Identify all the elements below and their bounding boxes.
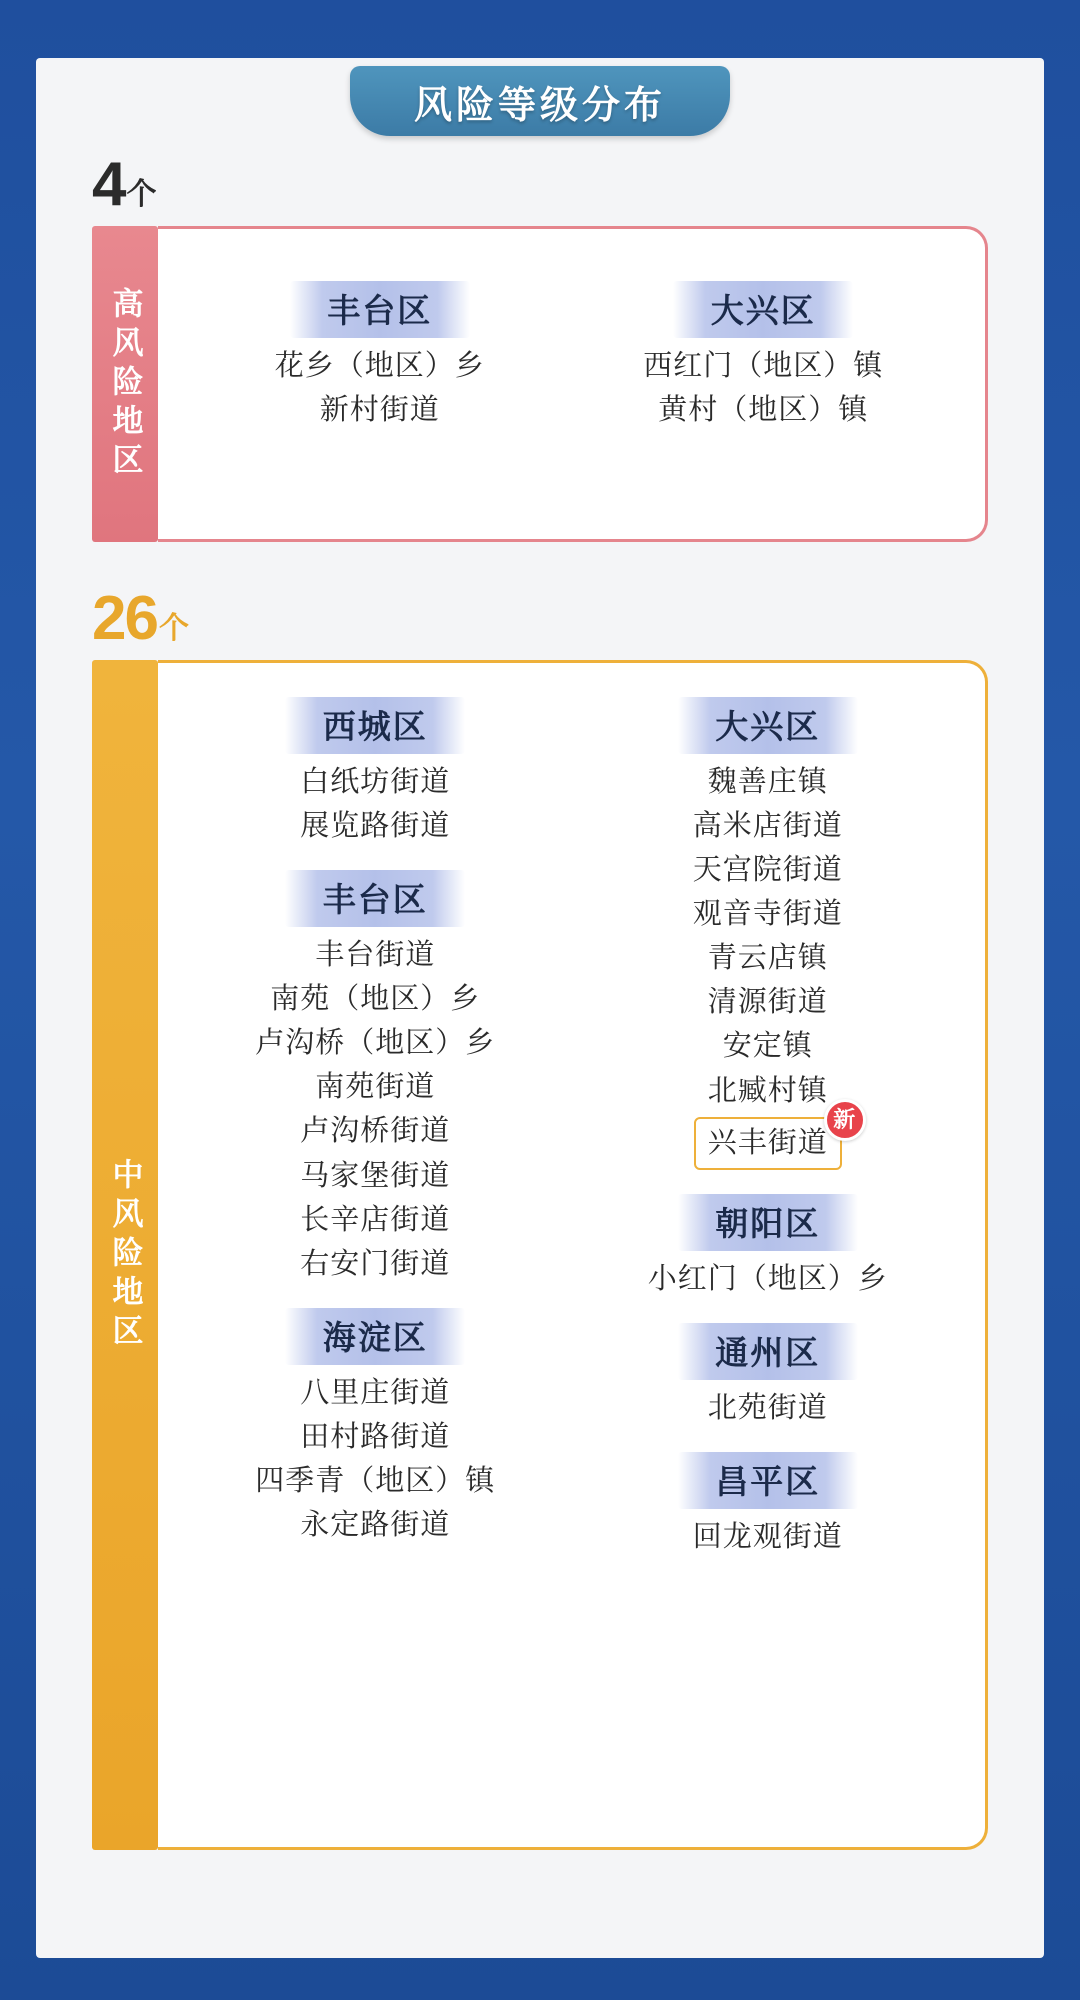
street-item: 回龙观街道 [692, 1520, 843, 1553]
street-item: 丰台街道 [315, 939, 436, 972]
district-title: 大兴区 [673, 281, 853, 338]
district-title: 西城区 [285, 697, 465, 754]
high-risk-count-number: 4 [92, 150, 125, 219]
district-title: 大兴区 [678, 697, 858, 754]
high-risk-body [158, 226, 988, 542]
street-item: 田村路街道 [300, 1420, 451, 1453]
poster-card [36, 58, 1044, 1958]
title-banner [350, 66, 730, 136]
street-item: 北苑街道 [707, 1391, 828, 1424]
street-item: 南苑（地区）乡 [270, 983, 481, 1016]
street-item: 青云店镇 [707, 942, 828, 975]
street-item: 天宫院街道 [692, 854, 843, 887]
mid-risk-column-2 [575, 697, 962, 1581]
street-item: 四季青（地区）镇 [255, 1464, 496, 1497]
new-badge: 新 [824, 1099, 866, 1141]
mid-risk-section [36, 584, 1044, 1918]
street-item: 马家堡街道 [300, 1159, 451, 1192]
mid-risk-count-number: 26 [92, 584, 157, 653]
mid-risk-count-unit: 个 [158, 612, 189, 645]
street-item: 白纸坊街道 [300, 766, 451, 798]
district-group [182, 697, 569, 848]
district-title: 丰台区 [290, 281, 470, 338]
street-item: 南苑街道 [315, 1071, 436, 1104]
district-group [182, 870, 569, 1286]
mid-risk-body [158, 660, 988, 1850]
street-item: 观音寺街道 [692, 898, 843, 931]
new-street-wrapper [575, 1106, 962, 1172]
street-item: 清源街道 [707, 986, 828, 1019]
high-risk-column-1 [188, 281, 572, 454]
mid-risk-column-1 [182, 697, 575, 1581]
high-risk-section [36, 150, 1044, 584]
street-item: 右安门街道 [300, 1247, 451, 1280]
district-title: 丰台区 [285, 870, 465, 927]
district-group [575, 697, 962, 1172]
high-risk-count-unit: 个 [126, 178, 157, 211]
street-item: 小红门（地区）乡 [647, 1262, 888, 1295]
street-item: 新村街道 [319, 394, 440, 427]
street-item: 西红门（地区）镇 [643, 350, 884, 382]
high-risk-count [92, 150, 157, 219]
street-item: 黄村（地区）镇 [658, 394, 869, 427]
street-item: 八里庄街道 [300, 1376, 451, 1409]
district-title: 海淀区 [285, 1308, 465, 1365]
district-group [572, 281, 956, 432]
street-item: 长辛店街道 [300, 1203, 451, 1236]
page-title: 风险等级分布 [413, 84, 666, 127]
mid-risk-side-label: 中风险地区 [92, 660, 158, 1850]
district-group [188, 281, 572, 432]
street-item: 安定镇 [722, 1030, 813, 1063]
high-risk-column-2 [572, 281, 956, 454]
street-item: 魏善庄镇 [707, 766, 828, 798]
district-group [182, 1308, 569, 1547]
street-item: 高米店街道 [692, 810, 843, 843]
street-item-new: 兴丰街道 新 [694, 1117, 842, 1170]
district-title: 朝阳区 [678, 1194, 858, 1251]
street-item: 卢沟桥（地区）乡 [255, 1027, 496, 1060]
mid-risk-count [92, 584, 189, 653]
district-title: 通州区 [678, 1323, 858, 1380]
high-risk-side-label: 高风险地区 [92, 226, 158, 542]
district-group [575, 1323, 962, 1430]
district-group [575, 1194, 962, 1301]
street-item: 永定路街道 [300, 1509, 451, 1542]
street-item: 花乡（地区）乡 [274, 350, 485, 382]
street-item: 北臧村镇 [707, 1074, 828, 1107]
street-item: 展览路街道 [300, 810, 451, 843]
district-group [575, 1452, 962, 1559]
district-title: 昌平区 [678, 1452, 858, 1509]
street-item: 卢沟桥街道 [300, 1115, 451, 1148]
